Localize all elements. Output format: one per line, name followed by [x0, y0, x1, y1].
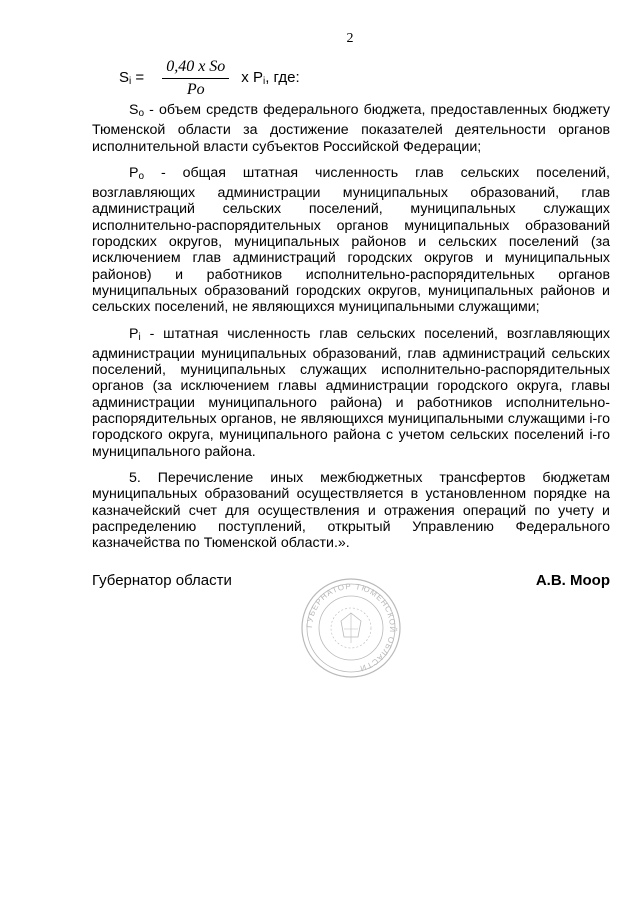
- distribution-formula: [119, 57, 300, 98]
- formula-rhs: x $P_i$, где:: [241, 69, 300, 87]
- definition-pi: $P_i$ - штатная численность глав сельских поселений, возглавляющих администрации муниципальных образований, глав администраций сельских поселений, муниципальных служащих исполнительно-распорядительных органов (за исключением главы администрации городского округа, главы администрации муниципального района) и работников исполнительно-распорядительных органов, не являющихся муниципальными служащими i-го городского округа, муниципального района с учетом сельских поселений i-го муниципального района.: [92, 325, 610, 460]
- formula-fraction: [162, 58, 229, 99]
- signer-title: Губернатор области: [92, 572, 232, 589]
- formula-lhs: $S_i$ =: [119, 69, 145, 87]
- definition-so: $S_о$ - объем средств федерального бюджета, предоставленных бюджету Тюменской области за достижение показателей деятельности органов исполнительной власти субъектов Российской Федерации;: [92, 102, 610, 155]
- paragraph-5: 5. Перечисление иных межбюджетных трансфертов бюджетам муниципальных образований осуществляется в установленном порядке на казначейский счет для осуществления и отражения операций по учету и распределению поступлений, открытый Управлению Федерального казначейства по Тюменской области.».: [92, 469, 610, 552]
- signer-name: А.В. Моор: [535, 572, 610, 589]
- formula-numerator: 0,40 x So: [162, 58, 229, 79]
- formula-denominator: Po: [186, 80, 205, 98]
- definition-po: $P_о$ - общая штатная численность глав сельских поселений, возглавляющих администрации муниципальных образований, глав администраций сельских поселений, муниципальных служащих исполнительно-распорядительных органов муниципальных образований городских округов, муниципальных районов и сельских поселений (за исключением глав администраций городских округов и муниципальных районов) и работников исполнительно-распорядительных органов муниципальных образований городских округов, муниципальных районов и сельских поселений, не являющихся муниципальными служащими;: [92, 164, 610, 316]
- document-body: [92, 102, 610, 561]
- seal-text: ГУБЕРНАТОР ТЮМЕНСКОЙ ОБЛАСТИ: [304, 581, 398, 674]
- page-number: 2: [346, 31, 354, 46]
- official-seal: [300, 577, 402, 679]
